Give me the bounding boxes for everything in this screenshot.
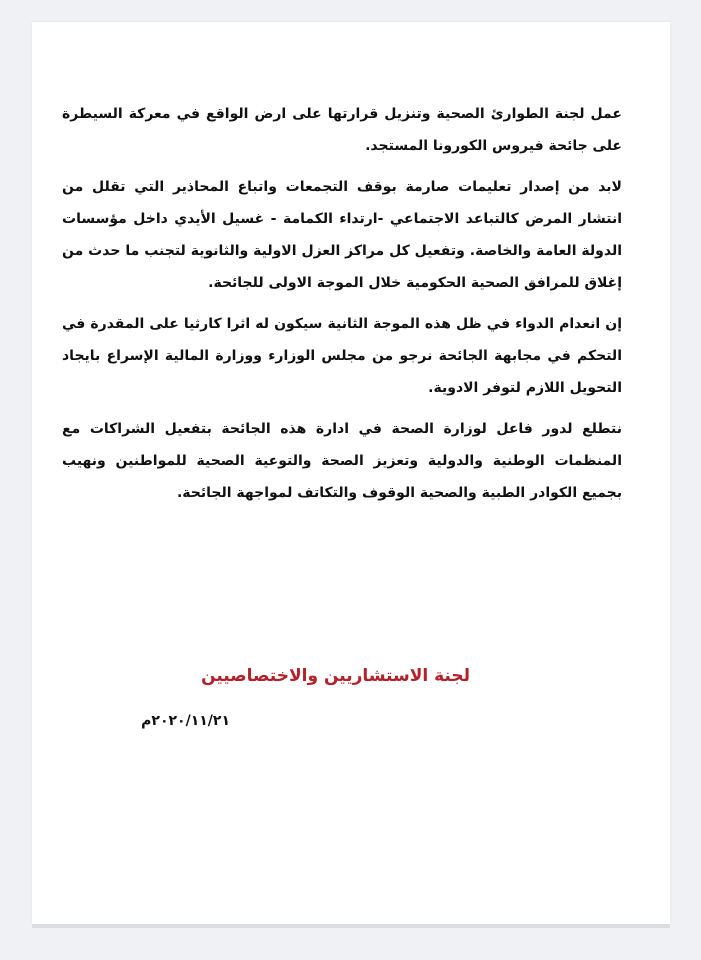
paragraph-strict-instructions: لابد من إصدار تعليمات صارمة بوقف التجمعات واتباع المحاذير التي تقلل من انتشار المرض كالتباعد الاجتماعي -ارتداء الكمامة - غسيل الأيدي داخل مؤسسات الدولة العامة والخاصة. وتفعيل كل مراكز العزل الاولية والثانوية لتجنب ما حدث من إغلاق للمرافق الصحية الحكومية خلال الموجة الاولى للجائحة. [62, 179, 622, 291]
page-bottom-edge [32, 924, 670, 928]
paragraph-medicine-shortage: إن انعدام الدواء في ظل هذه الموجة الثانية سيكون له اثرا كارثيا على المقدرة في التحكم في مجابهة الجائحة نرجو من مجلس الوزارء ووزارة المالية الإسراع بايجاد التحويل اللازم لتوفر الادوية. [62, 316, 622, 396]
document-date: ٢٠٢٠/١١/٢١م [141, 713, 230, 729]
document-body [62, 98, 622, 518]
signature-committee: لجنة الاستشاريين والاختصاصيين [201, 666, 470, 686]
paragraph-ministry-role: نتطلع لدور فاعل لوزارة الصحة في ادارة هذه الجائحة بتفعيل الشراكات مع المنظمات الوطنية والدولية وتعزيز الصحة والتوعية الصحية للمواطنين ونهيب بجميع الكوادر الطبية والصحية الوقوف والتكاتف لمواجهة الجائحة. [62, 421, 622, 501]
paragraph-emergency-committee: عمل لجنة الطوارئ الصحية وتنزيل قرارتها على ارض الواقع في معركة السيطرة على جائحة فيروس الكورونا المستجد. [62, 106, 622, 154]
